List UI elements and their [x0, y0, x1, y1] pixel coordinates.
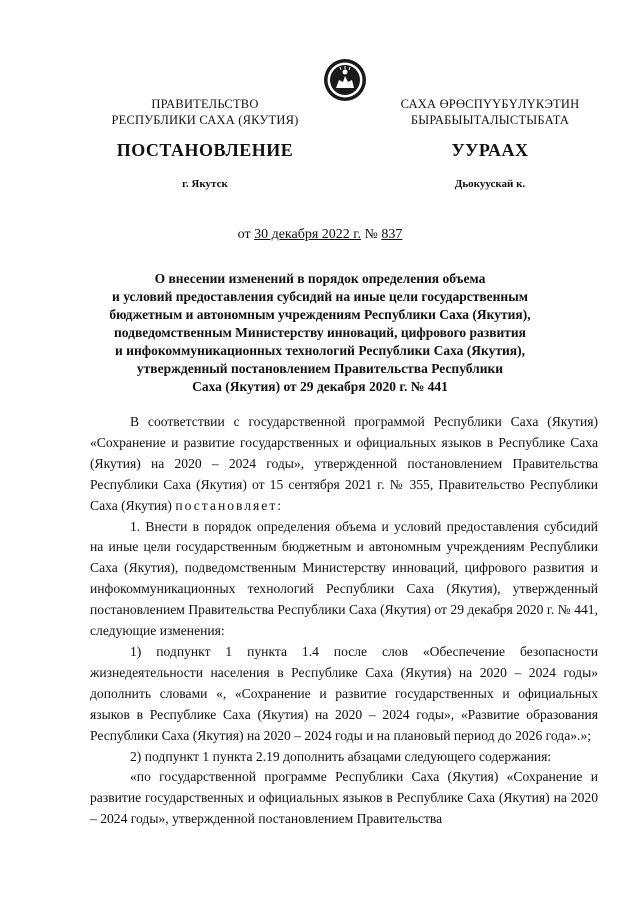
body-paragraph — [90, 412, 598, 517]
document-title-right: УУРААХ — [451, 140, 529, 160]
header-right-line1: САХА ӨРӨСПҮҮБҮЛҮКЭТИН — [400, 97, 580, 111]
document-body — [90, 412, 598, 830]
subject-line: утвержденный постановлением Правительства Республики — [136, 361, 504, 376]
subject-line: бюджетным и автономным учреждениям Республики Саха (Якутия), — [109, 307, 531, 322]
number-sign: № — [360, 227, 382, 242]
document-date-number — [0, 227, 640, 243]
header-left-line2: РЕСПУБЛИКИ САХА (ЯКУТИЯ) — [111, 113, 299, 127]
document-number: 837 — [381, 227, 403, 242]
body-paragraph: «по государственной программе Республики Саха (Якутия) «Сохранение и развитие государственных и официальных языков в Республике Саха (Якутия) на 2020 – 2024 годы», утвержденной постановлением Правительства — [90, 769, 598, 827]
sakha-coat-of-arms-icon — [323, 58, 367, 102]
subject-line: и условий предоставления субсидий на иные цели государственным — [112, 289, 528, 304]
date-prefix: от — [237, 227, 255, 242]
subject-line: О внесении изменений в порядок определения объема — [154, 271, 486, 286]
header-left-block — [90, 96, 320, 128]
body-paragraph-text: В соответствии с государственной программой Республики Саха (Якутия) «Сохранение и развитие государственных и официальных языков в Республике Саха (Якутия) на 2020 – 2024 годы», утвержденной постановлением Правительства Республики Саха (Якутия) от 15 сентября 2021 г. № 355, Правительство Республики Саха (Якутия) — [90, 414, 598, 513]
body-paragraph: 1) подпункт 1 пункта 1.4 после слов «Обеспечение безопасности жизнедеятельности населения в Республике Саха (Якутия) на 2020 – 2024 годы» дополнить словами «, «Сохранение и развитие государственных и официальных языков в Республике Саха (Якутия) на 2020 – 2024 годы», «Развитие образования Республики Саха (Якутия) на 2020 – 2024 годы и на плановый период до 2026 года».»; — [90, 643, 598, 743]
resolves-word: постановляет: — [175, 497, 284, 513]
header-right-line2: БЫРАБЫЫТАЛЫСТЫБАТА — [410, 113, 570, 127]
subject-line: Саха (Якутия) от 29 декабря 2020 г. № 441 — [192, 379, 448, 394]
subject-line: подведомственным Министерству инноваций, цифрового развития — [114, 325, 526, 340]
city-left: г. Якутск — [182, 178, 228, 190]
body-paragraph: 1. Внести в порядок определения объема и условий предоставления субсидий на иные цели государственным бюджетным и автономным учреждениям Республики Саха (Якутия), подведомственным Министерству инноваций, цифрового развития и инфокоммуникационных технологий Республики Саха (Якутия), утвержденный постановлением Правительства Республики Саха (Якутия) от 29 декабря 2020 г. № 441, следующие изменения: — [90, 518, 598, 639]
document-date: 30 декабря 2022 г. — [254, 227, 361, 242]
subject-line: и инфокоммуникационных технологий Республики Саха (Якутия), — [115, 343, 525, 358]
header-right-block — [375, 96, 605, 128]
document-subject — [80, 270, 560, 396]
document-title-left: ПОСТАНОВЛЕНИЕ — [116, 140, 294, 160]
city-right: Дьокуускай к. — [454, 178, 526, 190]
body-paragraph: 2) подпункт 1 пункта 2.19 дополнить абзацами следующего содержания: — [130, 748, 552, 764]
header-left-line1: ПРАВИТЕЛЬСТВО — [151, 97, 259, 111]
